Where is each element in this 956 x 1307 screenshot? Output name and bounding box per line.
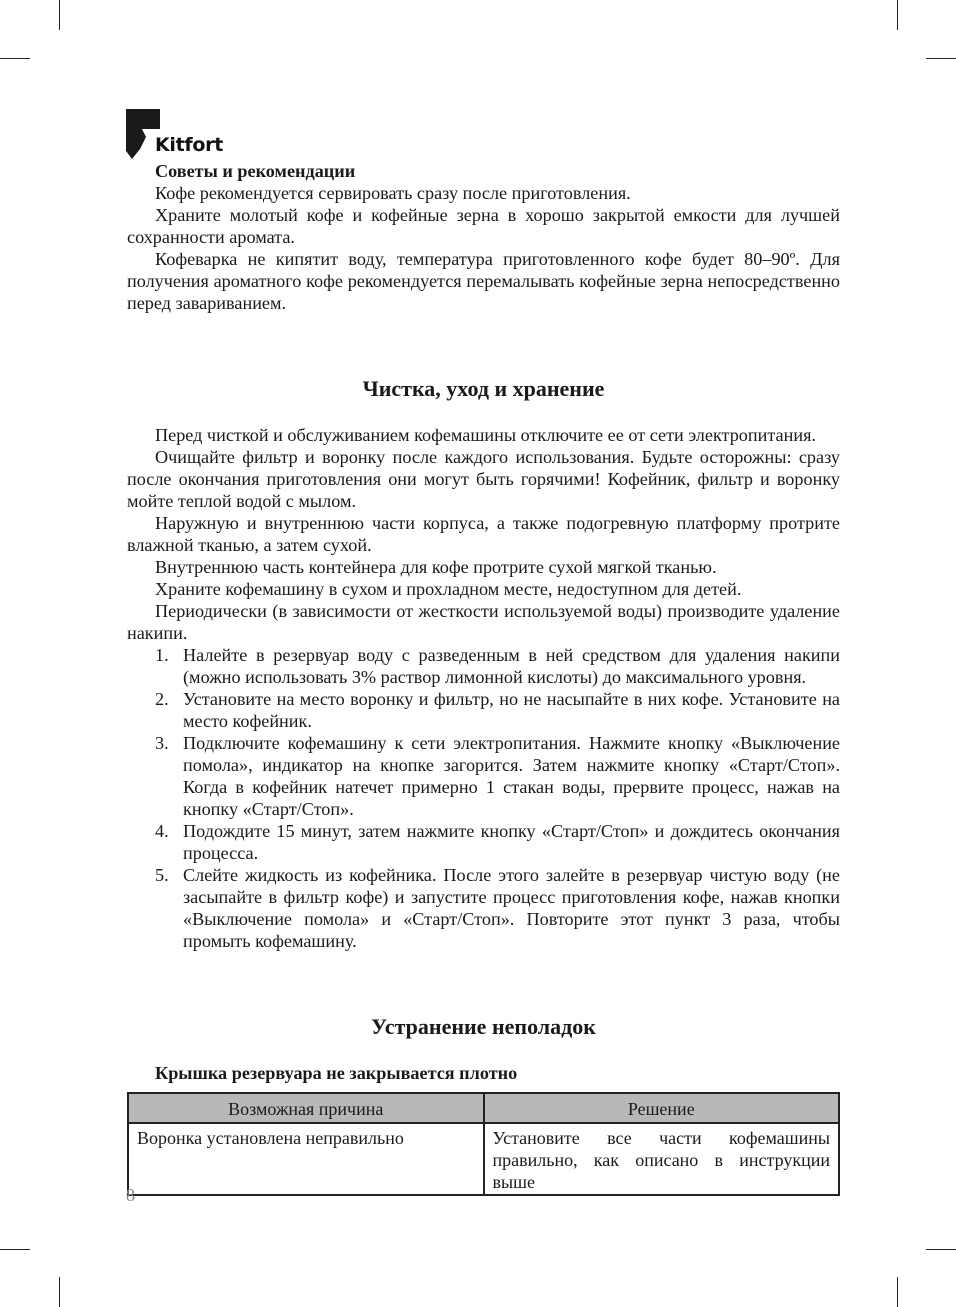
step-number: 5. [155, 865, 169, 885]
step-number: 2. [155, 689, 169, 709]
crop-mark [926, 1249, 956, 1250]
troubleshooting-subheading: Крышка резервуара не закрывается плотно [155, 1063, 518, 1083]
troubleshooting-subheading-wrap [127, 1062, 840, 1084]
crop-mark [59, 0, 60, 30]
crop-mark [59, 1277, 60, 1307]
paragraph: Наружную и внутреннюю части корпуса, а также подогревную платформу протрите влажной тканью, а затем сухой. [127, 513, 840, 555]
troubleshooting-heading: Устранение неполадок [371, 1014, 596, 1039]
descaling-steps [127, 644, 840, 952]
paragraph: Храните кофемашину в сухом и прохладном месте, недоступном для детей. [155, 579, 742, 599]
troubleshooting-table [127, 1092, 840, 1196]
paragraph: Очищайте фильтр и воронку после каждого использования. Будьте осторожны: сразу после окончания приготовления они могут быть горячими! Кофейник, фильтр и воронку мойте теплой водой с мылом. [127, 447, 840, 511]
paragraph: Внутреннюю часть контейнера для кофе протрите сухой мягкой тканью. [155, 557, 717, 577]
column-header: Решение [484, 1093, 840, 1123]
cleaning-section [127, 424, 840, 952]
paragraph: Храните молотый кофе и кофейные зерна в хорошо закрытой емкости для лучшей сохранности аромата. [127, 205, 840, 247]
step-text: Подключите кофемашину к сети электропитания. Нажмите кнопку «Выключение помола», индикатор на кнопке загорится. Затем нажмите кнопку «Старт/Стоп». Когда в кофейник натечет примерно 1 стакан воды, прервите процесс, нажав на кнопку «Старт/Стоп». [183, 733, 840, 819]
paragraph: Периодически (в зависимости от жесткости используемой воды) производите удаление накипи. [127, 601, 840, 643]
table-header-row [128, 1093, 839, 1123]
step-number: 3. [155, 733, 169, 753]
step-number: 1. [155, 645, 169, 665]
step-text: Налейте в резервуар воду с разведенным в ней средством для удаления накипи (можно использовать 3% раствор лимонной кислоты) до максимального уровня. [183, 645, 840, 687]
step-text: Установите на место воронку и фильтр, но не насыпайте в них кофе. Установите на место кофейник. [183, 689, 840, 731]
brand-name: Kitfort [155, 134, 223, 156]
crop-mark [0, 1249, 30, 1250]
list-item [127, 732, 840, 820]
page-number: 8 [126, 1185, 135, 1205]
step-text: Слейте жидкость из кофейника. После этого залейте в резервуар чистую воду (не засыпайте в фильтр кофе) и запустите процесс приготовления кофе, нажав кнопки «Выключение помола» и «Старт/Стоп». Повторите этот пункт 3 раза, чтобы промыть кофемашину. [183, 865, 840, 951]
crop-mark [926, 58, 956, 59]
tips-section [127, 160, 840, 314]
crop-mark [897, 0, 898, 30]
paragraph: Перед чисткой и обслуживанием кофемашины отключите ее от сети электропитания. [155, 425, 816, 445]
list-item [127, 644, 840, 688]
paragraph: Кофе рекомендуется сервировать сразу после приготовления. [155, 183, 631, 203]
column-header: Возможная причина [128, 1093, 484, 1123]
step-text: Подождите 15 минут, затем нажмите кнопку «Старт/Стоп» и дождитесь окончания процесса. [183, 821, 840, 863]
crop-mark [897, 1277, 898, 1307]
paragraph: Кофеварка не кипятит воду, температура приготовленного кофе будет 80–90º. Для получения ароматного кофе рекомендуется перемалывать кофейные зерна непосредственно перед завариванием. [127, 249, 840, 313]
list-item [127, 820, 840, 864]
cleaning-heading: Чистка, уход и хранение [362, 376, 605, 401]
list-item [127, 688, 840, 732]
crop-mark [0, 58, 30, 59]
table-cell: Установите все части кофемашины правильно, как описано в инструкции выше [484, 1123, 840, 1195]
step-number: 4. [155, 821, 169, 841]
table-row [128, 1123, 839, 1195]
table-cell: Воронка установлена неправильно [128, 1123, 484, 1195]
list-item [127, 864, 840, 952]
tips-heading: Советы и рекомендации [155, 161, 356, 181]
